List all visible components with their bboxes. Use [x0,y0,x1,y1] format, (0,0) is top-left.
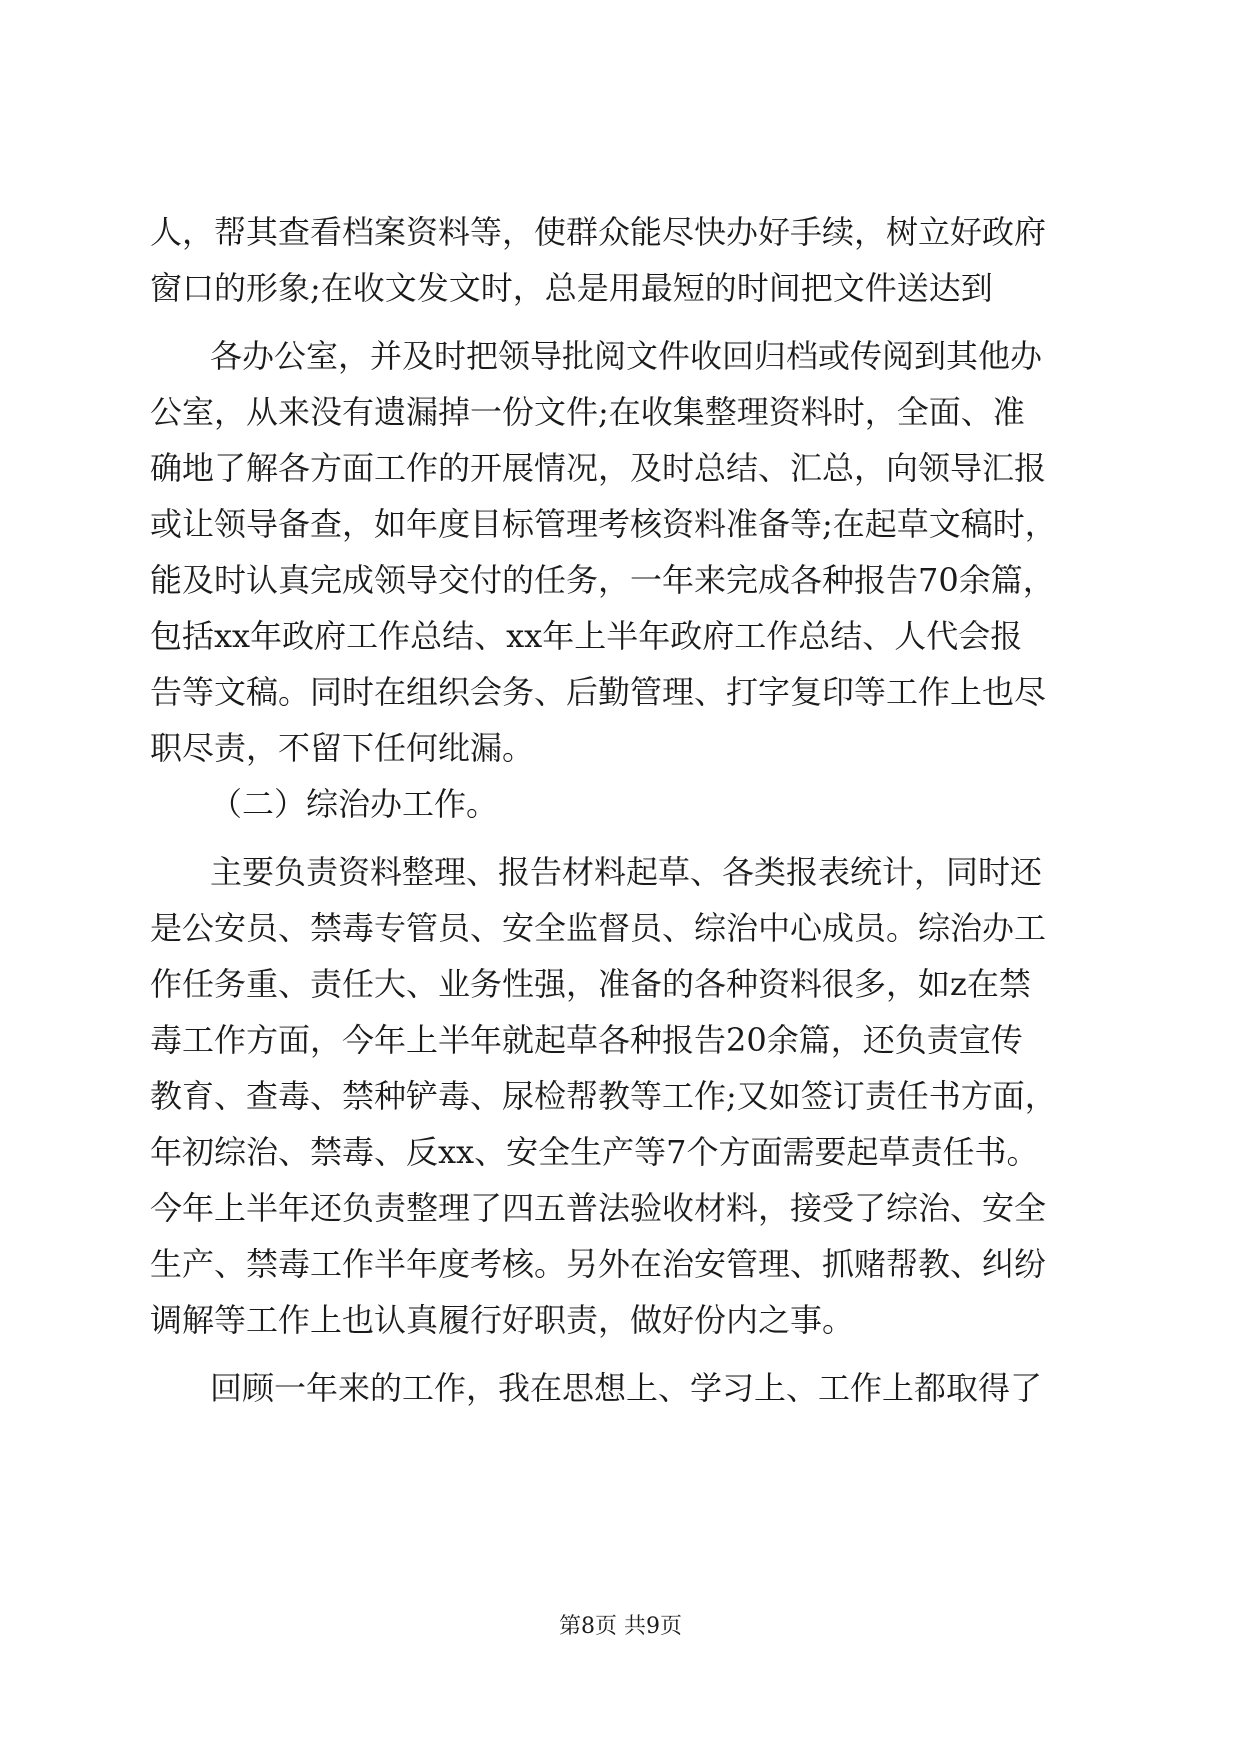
line-text: 或让领导备查，如年度目标管理考核资料准备等;在起草文稿时， [150,505,1057,543]
line-text: 是公安员、禁毒专管员、安全监督员、综治中心成员。综治办工 [150,909,1047,947]
text-line [150,448,1241,488]
line-text: 告等文稿。同时在组织会务、后勤管理、打字复印等工作上也尽 [150,673,1047,711]
line-text: 作任务重、责任大、业务性强，准备的各种资料很多，如z在禁 [150,965,1031,1003]
line-text: 人，帮其查看档案资料等，使群众能尽快办好手续，树立好政府 [150,213,1047,251]
text-line [150,616,1241,656]
text-line [150,212,1241,252]
text-line [150,964,1241,1004]
text-line [150,268,1241,308]
section-heading [210,784,1241,824]
line-text: 各办公室，并及时把领导批阅文件收回归档或传阅到其他办 [210,337,1043,375]
line-text: 调解等工作上也认真履行好职责，做好份内之事。 [150,1301,855,1339]
text-line [150,392,1241,432]
text-line [210,336,1241,376]
text-line [150,1076,1241,1116]
text-line [150,1188,1241,1228]
line-text: 能及时认真完成领导交付的任务，一年来完成各种报告70余篇， [150,561,1055,599]
text-line [150,1020,1241,1060]
text-line [150,728,1241,768]
line-text: 年初综治、禁毒、反xx、安全生产等7个方面需要起草责任书。 [150,1133,1039,1171]
line-text: 毒工作方面，今年上半年就起草各种报告20余篇，还负责宣传 [150,1021,1023,1059]
line-text: 生产、禁毒工作半年度考核。另外在治安管理、抓赌帮教、纠纷 [150,1245,1047,1283]
text-line [150,672,1241,712]
line-text: 教育、查毒、禁种铲毒、尿检帮教等工作;又如签订责任书方面， [150,1077,1057,1115]
text-line [150,560,1241,600]
text-line [210,852,1241,892]
line-text: 确地了解各方面工作的开展情况，及时总结、汇总，向领导汇报 [150,449,1047,487]
line-text: 主要负责资料整理、报告材料起草、各类报表统计，同时还 [210,853,1043,891]
text-line [210,1368,1241,1408]
line-text: 职尽责，不留下任何纰漏。 [150,729,535,767]
line-text: 今年上半年还负责整理了四五普法验收材料，接受了综治、安全 [150,1189,1047,1227]
line-text: 包括xx年政府工作总结、xx年上半年政府工作总结、人代会报 [150,617,1023,655]
line-text: 回顾一年来的工作，我在思想上、学习上、工作上都取得了 [210,1369,1043,1407]
text-line [150,504,1241,544]
line-text: 窗口的形象;在收文发文时，总是用最短的时间把文件送达到 [150,269,993,307]
text-line [150,1300,1241,1340]
page-number-footer: 第8页 共9页 [559,1614,682,1639]
text-line [150,1132,1241,1172]
text-line [150,908,1241,948]
line-text: 公室，从来没有遗漏掉一份文件;在收集整理资料时，全面、准 [150,393,1025,431]
text-line [150,1244,1241,1284]
heading-text: （二）综治办工作。 [210,785,499,823]
